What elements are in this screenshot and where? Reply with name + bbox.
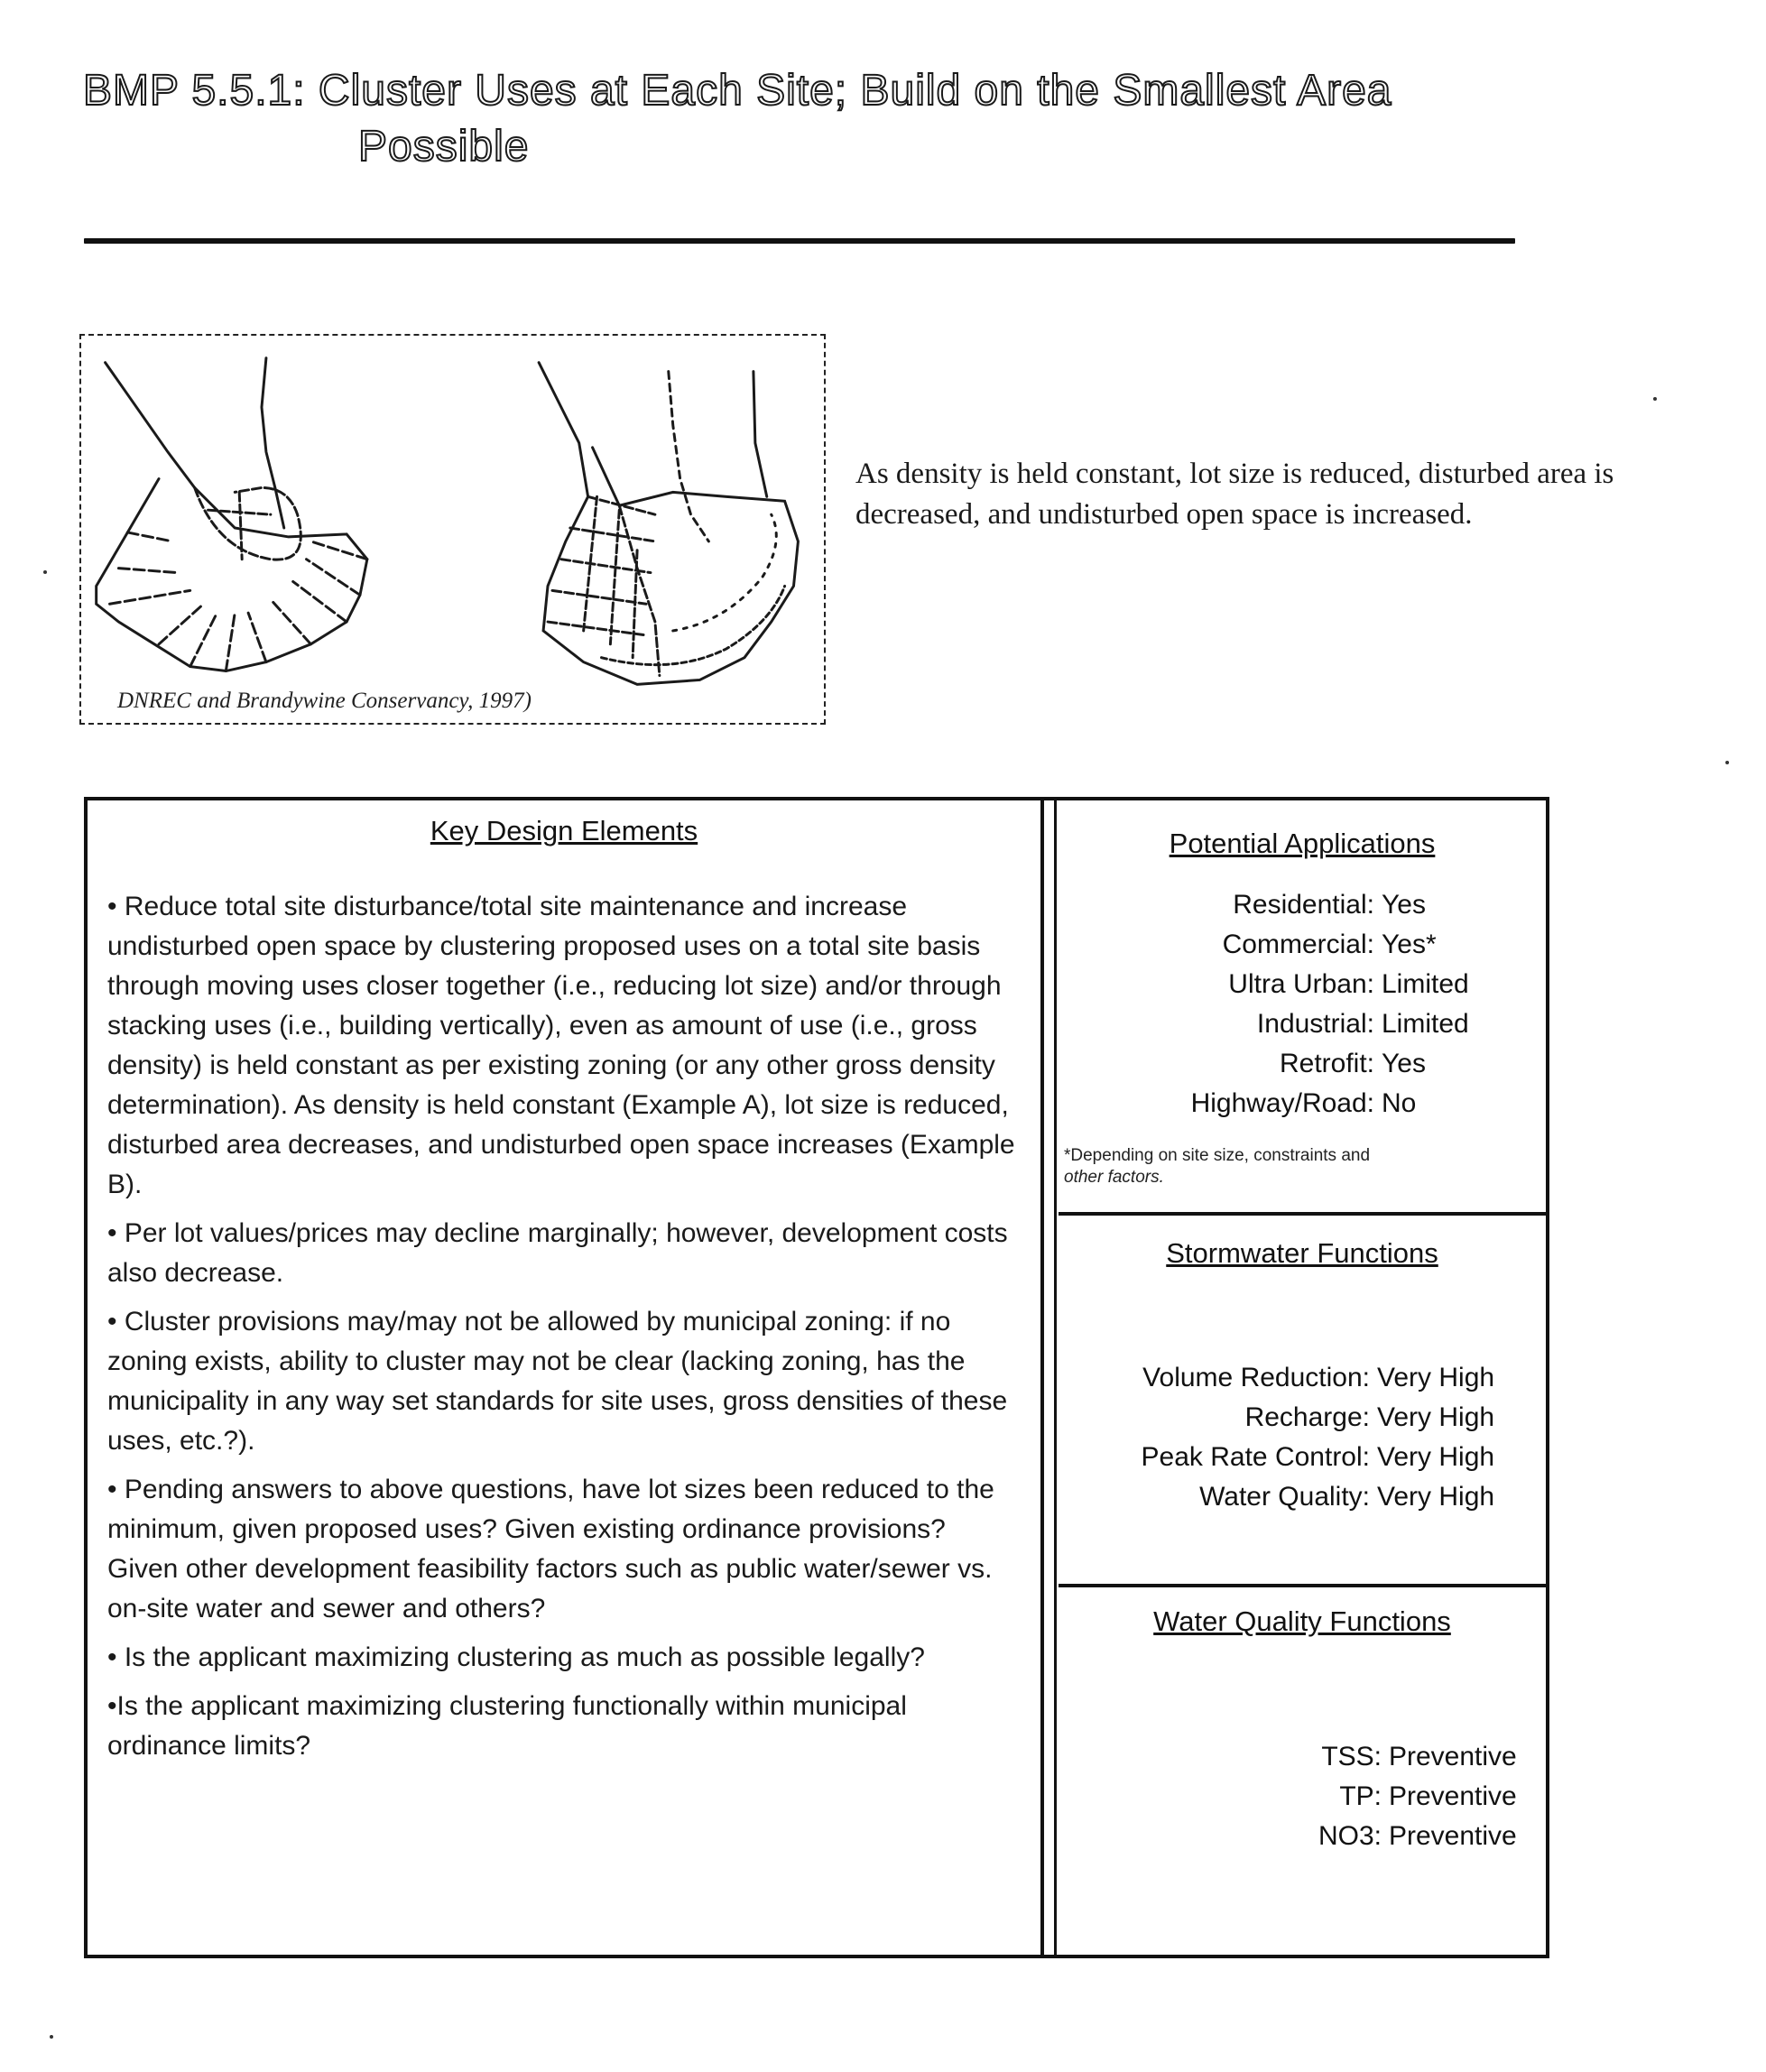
application-row: Commercial: Yes* [1222, 930, 1437, 959]
bmp-summary-table [84, 797, 1549, 1958]
application-row: Residential: Yes [1233, 890, 1426, 920]
water-quality-row: TP: Preventive [1339, 1781, 1517, 1811]
potential-applications-list [1059, 885, 1546, 1124]
application-row: Industrial: Limited [1256, 1009, 1469, 1039]
page-title-line1: BMP 5.5.1: Cluster Uses at Each Site; Build on the Smallest Area [83, 67, 1392, 115]
example-a-diagram [97, 358, 367, 671]
application-row: Ultra Urban: Limited [1228, 969, 1469, 999]
stormwater-row: Peak Rate Control: Very High [1141, 1442, 1495, 1472]
key-design-elements-heading: Key Design Elements [430, 815, 698, 846]
potential-applications-heading: Potential Applications [1169, 828, 1436, 859]
potential-applications-section [1059, 800, 1546, 1212]
figure-box [79, 334, 826, 725]
cluster-diagram [81, 336, 824, 723]
water-quality-functions-section [1059, 1587, 1546, 1955]
scan-speck [1653, 397, 1657, 401]
design-element-item: • Cluster provisions may/may not be allowed by municipal zoning: if no zoning exists, ability to cluster may not be clear (lacking zoning, has the municipality in any way set standards for site uses, gross densities of these uses, etc.?). [107, 1307, 1008, 1456]
water-quality-functions-list [1059, 1737, 1546, 1856]
stormwater-row: Recharge: Very High [1244, 1402, 1495, 1432]
scan-speck [43, 570, 47, 574]
page-title-line2: Possible [358, 123, 530, 171]
water-quality-row: NO3: Preventive [1318, 1821, 1517, 1851]
functions-column [1059, 800, 1546, 1955]
stormwater-functions-section [1059, 1216, 1546, 1586]
figure-description: As density is held constant, lot size is reduced, disturbed area is decreased, and undisturbed open space is increased. [855, 458, 1614, 531]
design-element-item: • Reduce total site disturbance/total site maintenance and increase undisturbed open space by clustering proposed uses on a total site basis through moving uses closer together (i.e., reducing lot size) and/or through stacking uses (i.e., building vertically), even as amount of use (i.e., gross density) is held constant as per existing zoning (or any other gross density determination). As density is held constant (Example A), lot size is reduced, disturbed area decreases, and undisturbed open space increases (Example B). [107, 892, 1015, 1199]
scan-speck [1725, 761, 1729, 764]
applications-footnote: *Depending on site size, constraints and other factors. [1064, 1146, 1371, 1187]
design-element-item: •Is the applicant maximizing clustering functionally within municipal ordinance limits? [107, 1691, 907, 1761]
stormwater-functions-heading: Stormwater Functions [1166, 1237, 1438, 1269]
scan-speck [50, 2035, 53, 2039]
stormwater-functions-list [1059, 1358, 1546, 1517]
water-quality-row: TSS: Preventive [1321, 1742, 1517, 1771]
page-title [83, 63, 1689, 175]
design-element-item: • Is the applicant maximizing clustering as much as possible legally? [107, 1642, 925, 1672]
design-element-item: • Pending answers to above questions, have lot sizes been reduced to the minimum, given proposed uses? Given existing ordinance provisions? Given other development feasibility factors such as public water/sewer vs. on-site water and sewer and others? [107, 1475, 994, 1623]
example-b-diagram [539, 363, 798, 685]
stormwater-row: Volume Reduction: Very High [1142, 1363, 1495, 1392]
key-design-elements-column [88, 800, 1040, 1955]
figure-caption: DNREC and Brandywine Conservancy, 1997) [117, 689, 532, 713]
column-divider [1040, 800, 1057, 1955]
key-design-elements-list [107, 887, 1021, 1766]
application-row: Highway/Road: No [1190, 1088, 1417, 1118]
application-row: Retrofit: Yes [1279, 1049, 1426, 1078]
title-divider [84, 238, 1515, 244]
stormwater-row: Water Quality: Very High [1199, 1482, 1495, 1512]
water-quality-functions-heading: Water Quality Functions [1153, 1605, 1451, 1637]
design-element-item: • Per lot values/prices may decline marginally; however, development costs also decrease. [107, 1218, 1008, 1288]
